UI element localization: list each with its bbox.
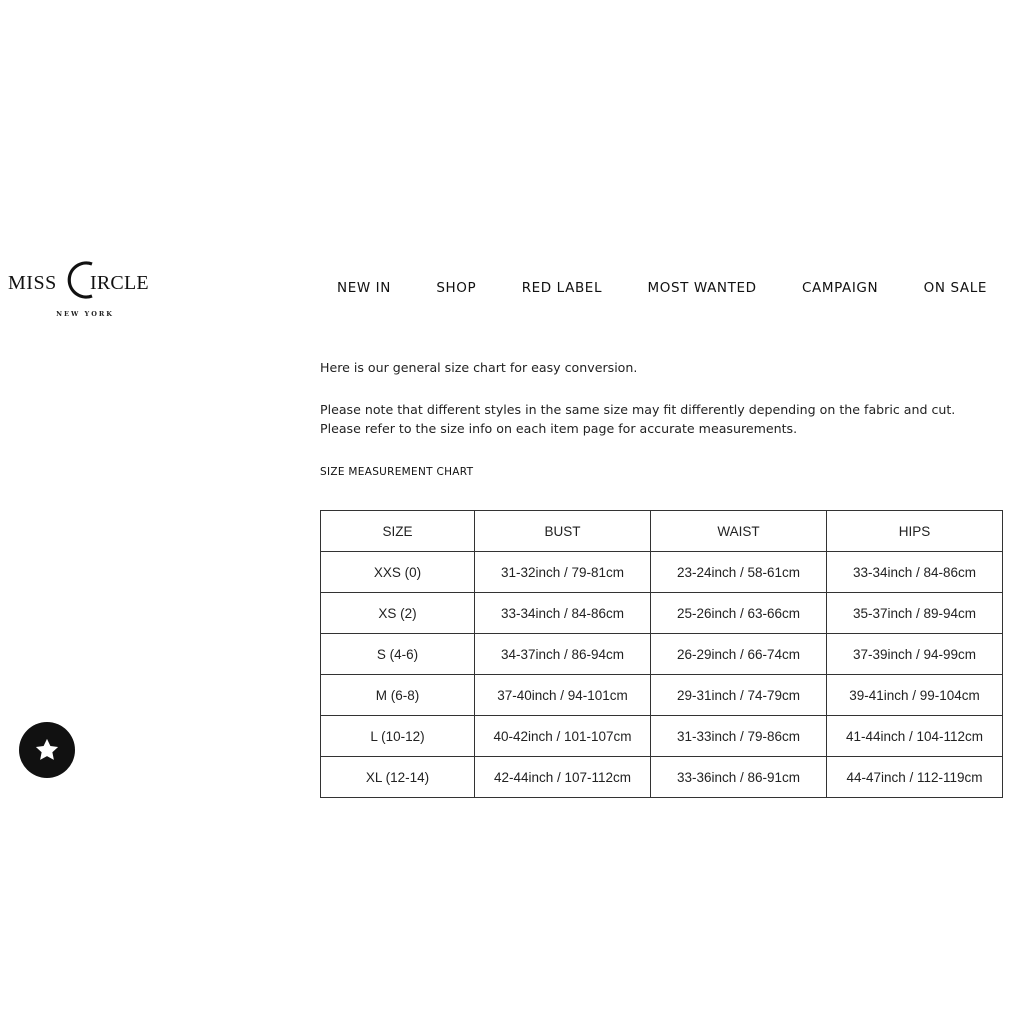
- nav-item-on-sale[interactable]: ON SALE: [923, 280, 987, 296]
- table-header-row: [321, 511, 1003, 552]
- cell-waist: 33-36inch / 86-91cm: [651, 757, 827, 798]
- cell-hips: 41-44inch / 104-112cm: [827, 716, 1003, 757]
- cell-hips: 33-34inch / 84-86cm: [827, 552, 1003, 593]
- nav-item-new-in[interactable]: NEW IN: [337, 280, 391, 296]
- logo-tagline: NEW YORK: [56, 310, 114, 318]
- cell-waist: 31-33inch / 79-86cm: [651, 716, 827, 757]
- nav-item-most-wanted[interactable]: MOST WANTED: [647, 280, 757, 296]
- cell-bust: 34-37inch / 86-94cm: [475, 634, 651, 675]
- cell-size: XS (2): [321, 593, 475, 634]
- cell-bust: 31-32inch / 79-81cm: [475, 552, 651, 593]
- cell-waist: 25-26inch / 63-66cm: [651, 593, 827, 634]
- logo-text-left: MISS: [8, 272, 57, 294]
- logo-text-right: IRCLE: [90, 272, 149, 294]
- main-navigation: [337, 278, 987, 298]
- cell-size: L (10-12): [321, 716, 475, 757]
- size-guide-content: [320, 358, 1010, 438]
- table-row: [321, 634, 1003, 675]
- brand-logo-mark: [8, 258, 168, 310]
- cell-hips: 39-41inch / 99-104cm: [827, 675, 1003, 716]
- table-row: [321, 675, 1003, 716]
- nav-item-shop[interactable]: SHOP: [436, 280, 477, 296]
- note-text-line-1: Please note that different styles in the same size may fit differently depending on the fabric and cut.: [320, 402, 956, 417]
- header-bust: BUST: [475, 511, 651, 552]
- table-row: [321, 716, 1003, 757]
- table-row: [321, 552, 1003, 593]
- cell-bust: 37-40inch / 94-101cm: [475, 675, 651, 716]
- header-waist: WAIST: [651, 511, 827, 552]
- rewards-button[interactable]: [19, 722, 75, 778]
- table-row: [321, 593, 1003, 634]
- header-hips: HIPS: [827, 511, 1003, 552]
- nav-item-campaign[interactable]: CAMPAIGN: [802, 280, 879, 296]
- cell-waist: 23-24inch / 58-61cm: [651, 552, 827, 593]
- cell-hips: 37-39inch / 94-99cm: [827, 634, 1003, 675]
- cell-hips: 35-37inch / 89-94cm: [827, 593, 1003, 634]
- cell-bust: 33-34inch / 84-86cm: [475, 593, 651, 634]
- logo-circle-icon: [69, 263, 92, 297]
- size-measurement-table: [320, 510, 1003, 798]
- cell-size: XL (12-14): [321, 757, 475, 798]
- cell-size: XXS (0): [321, 552, 475, 593]
- note-text-line-2: Please refer to the size info on each item page for accurate measurements.: [320, 421, 798, 436]
- cell-waist: 29-31inch / 74-79cm: [651, 675, 827, 716]
- nav-item-red-label[interactable]: RED LABEL: [521, 280, 603, 296]
- intro-text: Here is our general size chart for easy conversion.: [320, 360, 638, 375]
- cell-hips: 44-47inch / 112-119cm: [827, 757, 1003, 798]
- brand-logo[interactable]: [8, 258, 168, 322]
- cell-bust: 40-42inch / 101-107cm: [475, 716, 651, 757]
- star-icon: [33, 736, 61, 764]
- cell-size: M (6-8): [321, 675, 475, 716]
- cell-size: S (4-6): [321, 634, 475, 675]
- header-size: SIZE: [321, 511, 475, 552]
- cell-bust: 42-44inch / 107-112cm: [475, 757, 651, 798]
- size-chart-title: SIZE MEASUREMENT CHART: [320, 466, 474, 478]
- table-row: [321, 757, 1003, 798]
- cell-waist: 26-29inch / 66-74cm: [651, 634, 827, 675]
